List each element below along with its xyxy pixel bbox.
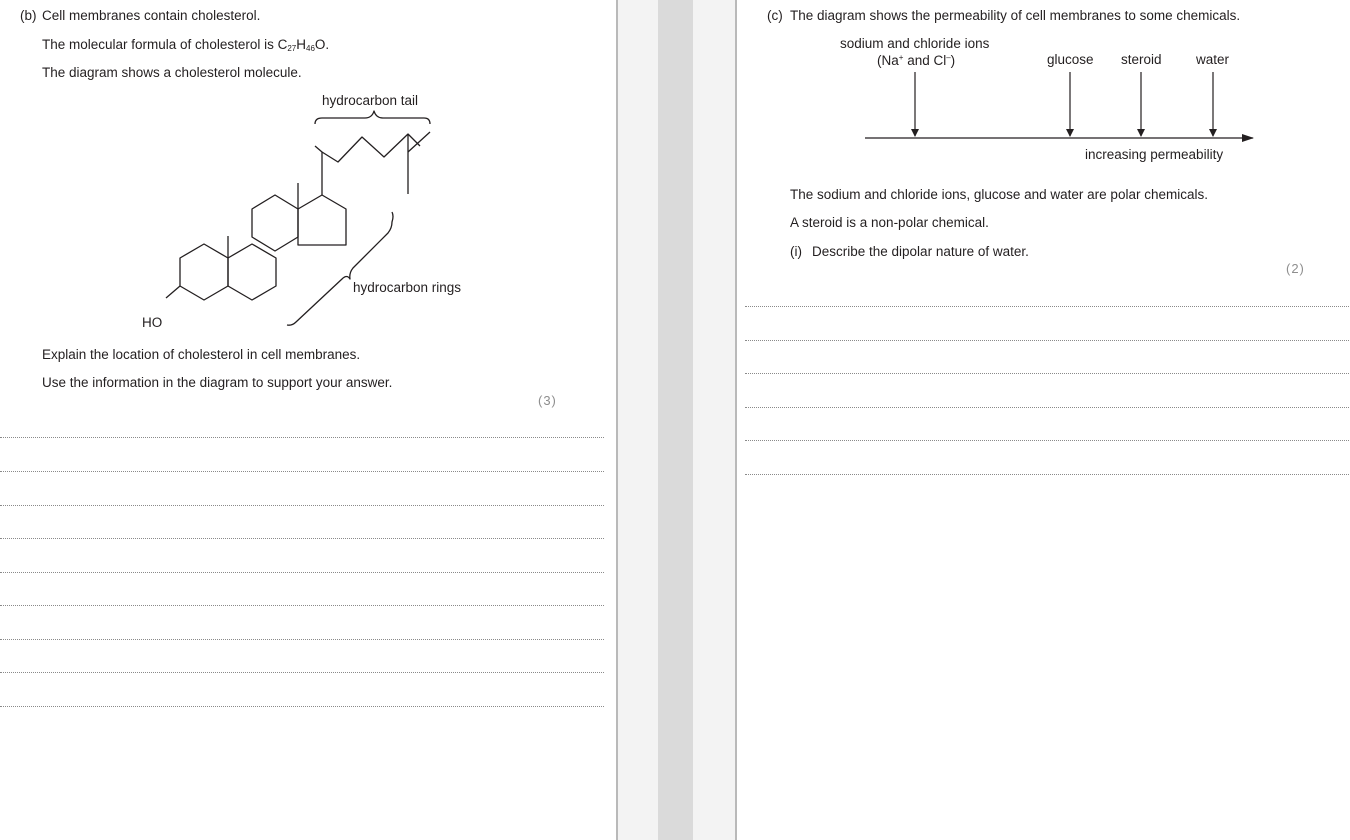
- answer-line[interactable]: [0, 605, 604, 606]
- answer-line[interactable]: [0, 572, 604, 573]
- ho-label: HO: [142, 315, 163, 330]
- sodium-label: sodium and chloride ions: [840, 36, 990, 51]
- rings-label: hydrocarbon rings: [353, 280, 462, 295]
- tail-brace: [315, 111, 430, 124]
- answer-line[interactable]: [0, 672, 604, 673]
- cholesterol-diagram: [0, 0, 616, 340]
- answer-line[interactable]: [745, 306, 1350, 307]
- tail-chain: [322, 134, 420, 162]
- left-page: [0, 0, 618, 840]
- answer-line[interactable]: [745, 440, 1350, 441]
- answer-line[interactable]: [745, 407, 1350, 408]
- tail-bond-1: [315, 146, 322, 195]
- gutter-band: [658, 0, 693, 840]
- formula-line: The molecular formula of cholesterol is $C_{27}H_{46}O$.: [42, 37, 330, 53]
- answer-line[interactable]: [0, 538, 604, 539]
- instruction-b: Use the information in the diagram to support your answer.: [42, 375, 393, 390]
- axis-label: increasing permeability: [1085, 147, 1224, 162]
- question-b: Explain the location of cholesterol in cell membranes.: [42, 347, 361, 362]
- page-gutter: [618, 0, 735, 840]
- answer-line[interactable]: [0, 471, 604, 472]
- marks-b: (3): [538, 393, 557, 408]
- answer-line[interactable]: [0, 437, 604, 438]
- part-b-label: (b): [20, 8, 37, 23]
- right-page: [735, 0, 1350, 840]
- nonpolar-statement: A steroid is a non-polar chemical.: [790, 215, 989, 230]
- answer-line[interactable]: [745, 474, 1350, 475]
- answer-line[interactable]: [745, 340, 1350, 341]
- answer-line[interactable]: [0, 706, 604, 707]
- ring-d: [298, 195, 346, 245]
- permeability-diagram: [737, 0, 1350, 180]
- sub-question-label: (i): [790, 244, 802, 259]
- ions-label: (Na+ and Cl–): [877, 53, 956, 68]
- ring-b: [228, 244, 276, 300]
- polar-statement: The sodium and chloride ions, glucose and water are polar chemicals.: [790, 187, 1208, 202]
- tail-label: hydrocarbon tail: [322, 93, 419, 108]
- answer-line[interactable]: [0, 505, 604, 506]
- glucose-label: glucose: [1047, 52, 1094, 67]
- rings-brace: [287, 212, 393, 325]
- part-c-label: (c): [767, 8, 783, 23]
- steroid-label: steroid: [1121, 52, 1162, 67]
- tail-branch: [408, 132, 430, 152]
- ring-a: [180, 244, 228, 300]
- answer-line[interactable]: [0, 639, 604, 640]
- ring-c: [252, 195, 298, 251]
- ho-bond: [166, 286, 180, 298]
- water-label: water: [1196, 52, 1230, 67]
- marks-c: (2): [1286, 261, 1305, 276]
- sub-question: Describe the dipolar nature of water.: [812, 244, 1029, 259]
- diagram-intro: The diagram shows a cholesterol molecule.: [42, 65, 302, 80]
- part-c-heading: The diagram shows the permeability of cell membranes to some chemicals.: [790, 8, 1241, 23]
- answer-line[interactable]: [745, 373, 1350, 374]
- part-b-heading: Cell membranes contain cholesterol.: [42, 8, 261, 23]
